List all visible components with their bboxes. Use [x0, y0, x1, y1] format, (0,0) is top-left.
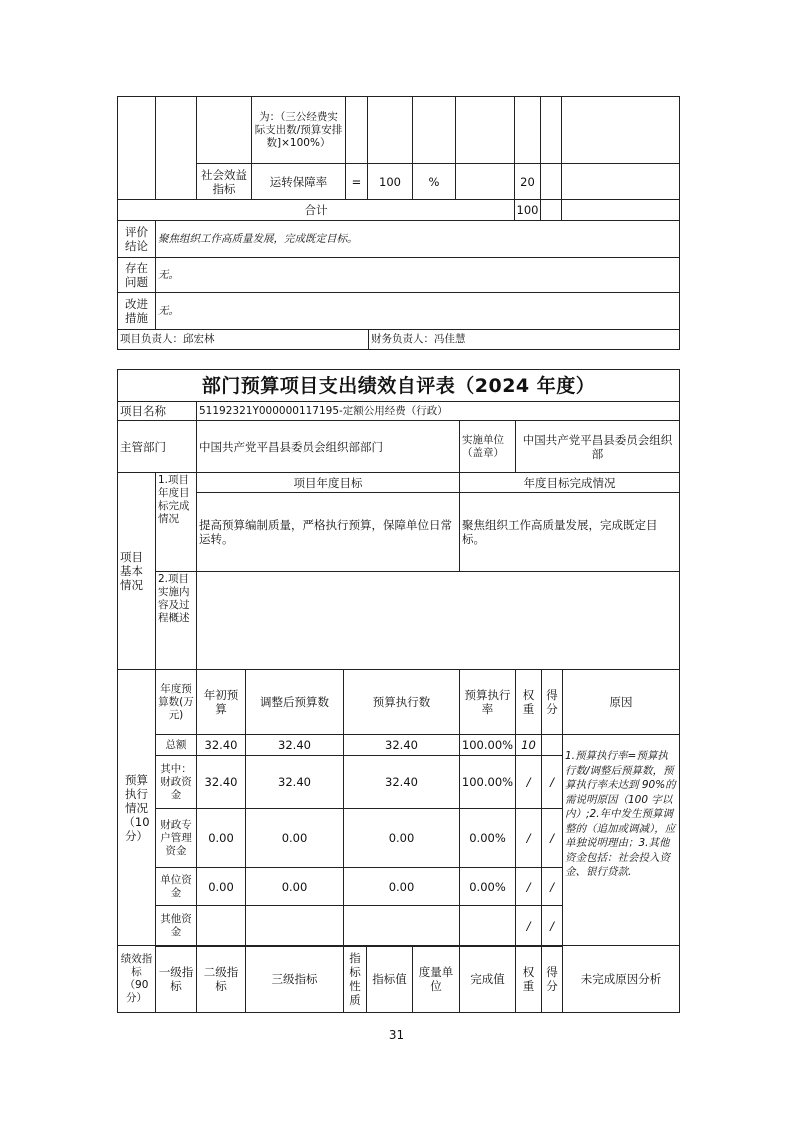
budget-row-4-rate: [459, 905, 516, 947]
budget-row-0-executed: 32.40: [343, 734, 460, 756]
formula-text: 为：（三公经费实际支出数/预算安排数]×100%）: [251, 96, 346, 164]
perf-header-9: 未完成原因分析: [562, 945, 680, 1013]
perf-header-5: 度量单位: [412, 945, 460, 1013]
social-completion: [455, 163, 515, 200]
perf-header-2: 三级指标: [245, 945, 344, 1013]
goal-text: 提高预算编制质量，严格执行预算，保障单位日常运转。: [196, 492, 460, 572]
dept-label: 主管部门: [117, 420, 197, 473]
page-title: 部门预算项目支出绩效自评表（2024 年度）: [117, 369, 680, 402]
budget-header-5: 权重: [515, 669, 542, 735]
perf-header-0: 一级指标: [155, 945, 197, 1013]
reason-cell-prev: [561, 96, 680, 164]
total-score: [540, 199, 562, 221]
social-score: [540, 163, 562, 200]
budget-row-2-initial: 0.00: [196, 808, 246, 868]
budget-row-3-rate: 0.00%: [459, 867, 516, 906]
budget-row-3-name: 单位资金: [155, 867, 197, 906]
budget-row-3-score: /: [541, 867, 563, 906]
sub2-label: 2.项目实施内容及过程概述: [155, 571, 197, 670]
total-label: 合计: [117, 199, 515, 221]
budget-row-2-adjusted: 0.00: [245, 808, 344, 868]
budget-row-1-rate: 100.00%: [459, 755, 516, 809]
budget-row-0-initial: 32.40: [196, 734, 246, 756]
budget-row-0-score: [541, 734, 563, 756]
dept-value: 中国共产党平昌县委员会组织部部门: [196, 420, 460, 473]
conclusion-label: 评价结论: [117, 220, 156, 258]
score-cell-prev: [540, 96, 562, 164]
perf-header-1: 二级指标: [196, 945, 246, 1013]
social-unit: %: [412, 163, 456, 200]
budget-header-7: 原因: [562, 669, 680, 735]
budget-row-1-name: 其中：财政资金: [155, 755, 197, 809]
level1-cell-empty: [117, 96, 156, 200]
measures-label: 改进措施: [117, 292, 156, 330]
budget-row-2-rate: 0.00%: [459, 808, 516, 868]
total-weight: 100: [514, 199, 541, 221]
budget-row-0-adjusted: 32.40: [245, 734, 344, 756]
budget-row-4-initial: [196, 905, 246, 947]
budget-row-1-initial: 32.40: [196, 755, 246, 809]
social-reason: [561, 163, 680, 200]
budget-row-3-initial: 0.00: [196, 867, 246, 906]
perf-label: 绩效指标（90分）: [117, 945, 156, 1013]
budget-row-0-rate: 100.00%: [459, 734, 516, 756]
problems-text: 无。: [155, 257, 680, 293]
budget-row-2-executed: 0.00: [343, 808, 460, 868]
budget-row-1-score: /: [541, 755, 563, 809]
budget-row-2-score: /: [541, 808, 563, 868]
impl-unit-label: 实施单位（盖章）: [459, 420, 516, 473]
basic-label: 项目基本情况: [117, 472, 156, 670]
budget-row-0-weight: 10: [515, 734, 542, 756]
total-reason: [561, 199, 680, 221]
social-nature: =: [345, 163, 368, 200]
budget-row-4-score: /: [541, 905, 563, 947]
budget-row-4-name: 其他资金: [155, 905, 197, 947]
level2-cell-prev: [196, 96, 252, 164]
project-name: 51192321Y000000117195-定额公用经费（行政）: [196, 401, 680, 421]
budget-row-4-weight: /: [515, 905, 542, 947]
budget-header-4: 预算执行率: [459, 669, 516, 735]
measures-text: 无。: [155, 292, 680, 330]
budget-header-6: 得分: [541, 669, 563, 735]
completion-cell-prev: [455, 96, 515, 164]
social-level3: 运转保障率: [251, 163, 346, 200]
budget-header-2: 调整后预算数: [245, 669, 344, 735]
budget-row-3-weight: /: [515, 867, 542, 906]
budget-row-1-executed: 32.40: [343, 755, 460, 809]
budget-label: 预算执行情况（10分）: [117, 669, 156, 946]
budget-header-3: 预算执行数: [343, 669, 460, 735]
budget-row-1-weight: /: [515, 755, 542, 809]
impl-unit-value: 中国共产党平昌县委员会组织部: [515, 420, 680, 473]
done-header: 年度目标完成情况: [459, 472, 680, 493]
nature-cell-prev: [345, 96, 368, 164]
budget-row-0-name: 总额: [155, 734, 197, 756]
project-name-label: 项目名称: [117, 401, 197, 421]
weight-cell-prev: [514, 96, 541, 164]
page-number: 31: [388, 1028, 405, 1042]
sub1-label: 1.项目年度目标完成情况: [155, 472, 197, 572]
problems-label: 存在问题: [117, 257, 156, 293]
perf-header-3: 指标性质: [343, 945, 367, 1013]
perf-header-6: 完成值: [459, 945, 516, 1013]
perf-header-4: 指标值: [366, 945, 413, 1013]
budget-note: 1.预算执行率=预算执行数/调整后预算数，预算执行率未达到 90%的需说明原因（100 字以内）;2.年中发生预算调整的（追加或调减），应单独说明理由；3.其他资金包括：社会投入资金、银行贷款.: [562, 734, 680, 946]
finance-owner: 财务负责人：冯佳慧: [368, 329, 680, 350]
social-value: 100: [367, 163, 413, 200]
budget-row-3-executed: 0.00: [343, 867, 460, 906]
value-cell-prev: [367, 96, 413, 164]
perf-header-7: 权重: [515, 945, 542, 1013]
social-benefit-label: 社会效益指标: [196, 163, 252, 200]
done-text: 聚焦组织工作高质量发展，完成既定目标。: [459, 492, 680, 572]
budget-row-4-adjusted: [245, 905, 344, 947]
budget-header-0: 年度预算数(万元): [155, 669, 197, 735]
budget-header-1: 年初预算: [196, 669, 246, 735]
budget-row-4-executed: [343, 905, 460, 947]
budget-row-2-weight: /: [515, 808, 542, 868]
social-weight: 20: [514, 163, 541, 200]
budget-row-2-name: 财政专户管理资金: [155, 808, 197, 868]
perf-header-8: 得分: [541, 945, 563, 1013]
conclusion-text: 聚焦组织工作高质量发展，完成既定目标。: [155, 220, 680, 258]
budget-row-1-adjusted: 32.40: [245, 755, 344, 809]
budget-row-3-adjusted: 0.00: [245, 867, 344, 906]
unit-cell-prev: [412, 96, 456, 164]
sub2-text: [196, 571, 680, 670]
goal-header: 项目年度目标: [196, 472, 460, 493]
level2-cell-empty: [155, 96, 197, 200]
project-owner: 项目负责人：邱宏林: [117, 329, 369, 350]
